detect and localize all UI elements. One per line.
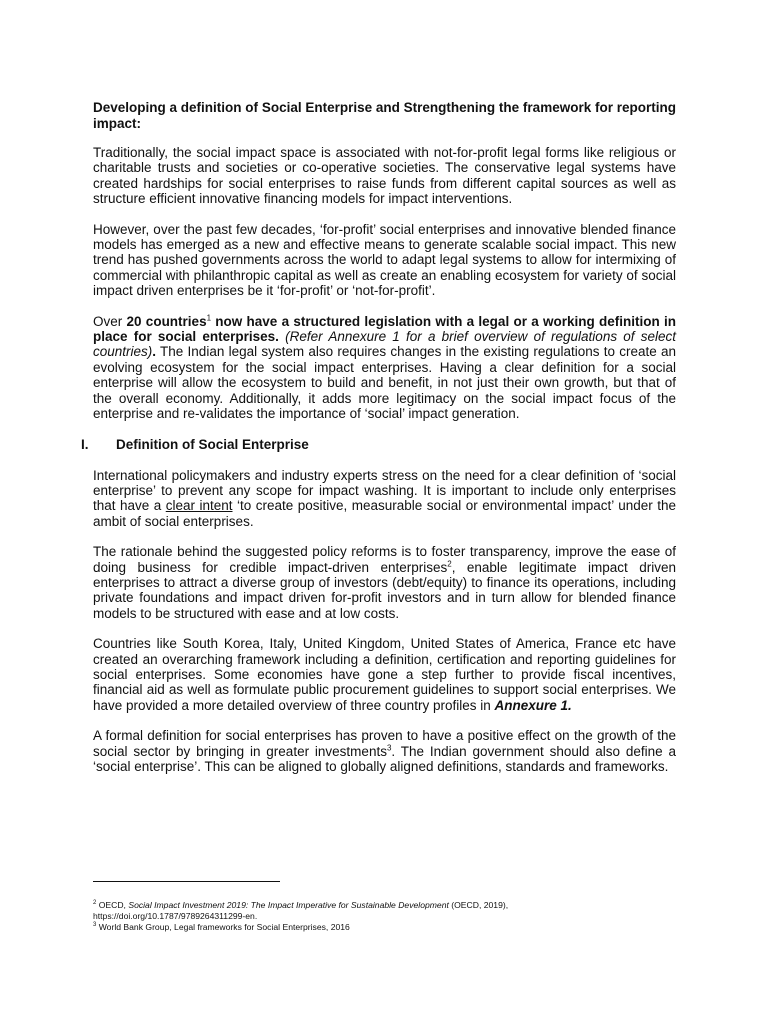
- section-title: Definition of Social Enterprise: [116, 436, 309, 452]
- paragraph-clear-definition: [93, 468, 676, 530]
- text-run: The Indian legal system also requires changes in the existing regulations to create an evolving ecosystem for the social impact enterprises. Having a clear definition for a social enterprise will allow the ecosystem to build and benefit, in not just their own growth, but that of the overall economy. Additionally, it adds more legitimacy on the social impact focus of the enterprise and re-validates the importance of ‘social’ impact generation.: [93, 344, 676, 422]
- footnote-2: [93, 900, 693, 911]
- paragraph-countries-legislation: [93, 314, 676, 422]
- text-run: Countries like South Korea, Italy, United Kingdom, United States of America, France etc have created an overarching framework including a definition, certification and reporting guidelines for social enterprises. Some economies have gone a step further to provide fiscal incentives, financial aid as well as formulate public procurement guidelines to support social enterprises. We have provided a more detailed overview of three country profiles in: [93, 636, 676, 713]
- text-run: (OECD, 2019),: [448, 900, 509, 910]
- text-run: The rationale behind the suggested policy reforms is to foster transparency, improve the ease of doing business for credible impact-driven enterprises: [93, 544, 676, 575]
- document-body: [81, 100, 677, 789]
- section-number: I.: [81, 436, 89, 452]
- footnote-ref-2: 2: [447, 559, 452, 569]
- footnote-divider: [93, 881, 280, 882]
- text-run: International policymakers and industry experts stress on the need for a clear definition of ‘social enterprise’ to prevent any scope for impact washing. It is important to include only enterprises that have a: [93, 467, 676, 514]
- text-run: World Bank Group, Legal frameworks for Social Enterprises, 2016: [96, 922, 350, 932]
- footnote-ref-1: 1: [206, 313, 212, 323]
- paragraph-formal-definition: [93, 728, 676, 774]
- paragraph-for-profit-trend: However, over the past few decades, ‘for-profit’ social enterprises and innovative blended finance models has emerged as a new and effective means to generate scalable social impact. This new trend has pushed governments across the world to adapt legal systems to allow for intermixing of commercial with philanthropic capital as well as create an enabling ecosystem for variety of social impact driven enterprises be it ‘for-profit’ or ‘not-for-profit’.: [93, 221, 676, 299]
- annexure-reference: (Refer Annexure 1 for a brief overview of regulations of select countries): [93, 329, 676, 360]
- citation-title: Social Impact Investment 2019: The Impact Imperative for Sustainable Development: [128, 900, 449, 910]
- text-run: Over: [93, 313, 127, 329]
- text-run: A formal definition for social enterprises has proven to have a positive effect on the growth of the social sector by bringing in greater investments: [93, 728, 676, 759]
- paragraph-rationale: [93, 544, 676, 621]
- bold-text: now have a structured legislation with a legal or a working definition in place for social enterprises.: [93, 313, 676, 345]
- bold-text: 20 countries: [126, 313, 207, 329]
- paragraph-traditional-view: Traditionally, the social impact space is associated with not-for-profit legal forms like religious or charitable trusts and societies or co-operative societies. The conservative legal systems have created hardships for social enterprises to raise funds from different capital sources as well as structure efficient innovative financing models for impact interventions.: [93, 145, 676, 207]
- footnotes: [93, 900, 693, 933]
- bold-text: .: [152, 344, 157, 360]
- text-run: ‘to create positive, measurable social or environmental impact’ under the ambit of social enterprises.: [93, 498, 676, 529]
- text-run: , enable legitimate impact driven enterprises to attract a diverse group of investors (debt/equity) to finance its operations, including private foundations and impact driven for-profit investors and in turn allow for blended finance models to be structured with ease and at low costs.: [93, 559, 677, 621]
- annexure-link-text: Annexure 1.: [494, 697, 572, 713]
- text-run: OECD,: [96, 900, 129, 910]
- footnote-mark: 2: [93, 900, 97, 907]
- paragraph-country-frameworks: [93, 636, 676, 713]
- underlined-text: clear intent: [165, 498, 233, 514]
- document-heading: Developing a definition of Social Enterprise and Strengthening the framework for reporting impact:: [93, 100, 676, 131]
- section-heading: [81, 436, 676, 453]
- footnote-3: [93, 922, 693, 933]
- text-run: . The Indian government should also define a ‘social enterprise’. This can be aligned to globally aligned definitions, standards and frameworks.: [93, 743, 676, 774]
- footnote-mark: 3: [93, 922, 97, 929]
- footnote-2-url: https://doi.org/10.1787/9789264311299-en.: [93, 911, 258, 921]
- footnote-ref-3: 3: [386, 743, 392, 753]
